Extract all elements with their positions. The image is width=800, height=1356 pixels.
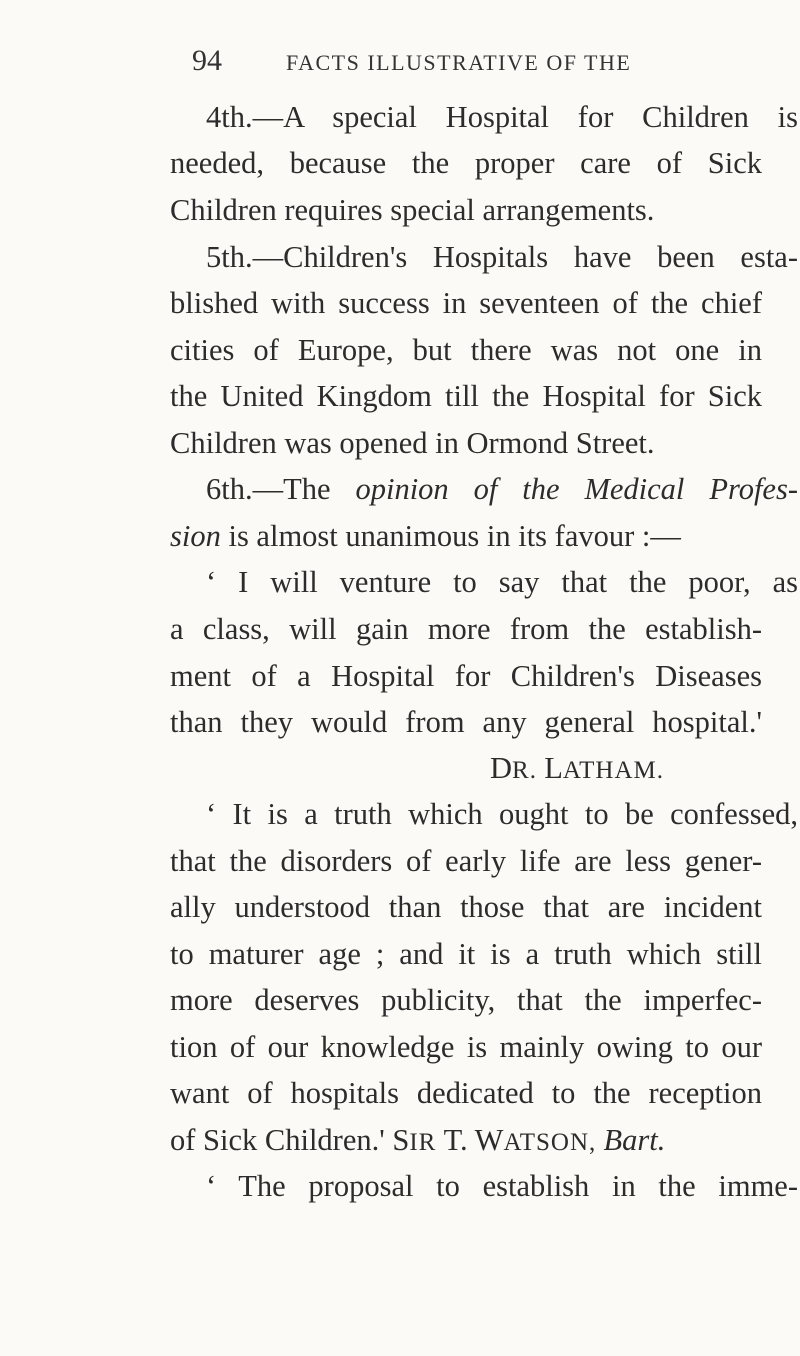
italic-run: opinion of the Medical Profes- [355,472,798,506]
quote-line [170,1125,762,1156]
text-line [170,521,762,552]
text-run: of Sick Children.' [170,1123,393,1157]
quote-line: ment of a Hospital for Children's Diseases [170,659,762,693]
attribution-smallcaps: IR [409,1129,444,1156]
quote-line: ‘ The proposal to establish in the imme- [206,1169,798,1203]
quote-line: than they would from any general hospital.' [170,705,762,739]
text-line: needed, because the proper care of Sick [170,146,762,180]
text-line: Children requires special arrangements. [170,193,655,227]
attribution-smallcaps: ATHAM. [562,757,664,784]
running-head: FACTS ILLUSTRATIVE OF THE [286,50,632,75]
text-line [206,474,798,505]
attribution-initial: S [392,1123,410,1157]
page-number: 94 [192,44,222,77]
attribution-initial: L [544,751,563,785]
quote-line: want of hospitals dedicated to the reception [170,1076,762,1110]
quote-line: ‘ I will venture to say that the poor, as [206,565,798,599]
attribution-initial: T. [443,1123,475,1157]
quote-line: ‘ It is a truth which ought to be confessed, [206,797,798,831]
page-header [0,44,800,84]
text-line: cities of Europe, but there was not one in [170,333,762,367]
quote-line: to maturer age ; and it is a truth which still [170,937,762,971]
quote-line: a class, will gain more from the establish- [170,612,762,646]
text-line: 4th.—A special Hospital for Children is [206,100,798,134]
quote-line: more deserves publicity, that the imperfec- [170,983,762,1017]
text-run: is almost unanimous in its favour :— [220,519,681,553]
text-run: 6th.—The [206,472,356,506]
attribution-initial: W [474,1123,504,1157]
attribution [490,753,664,784]
text-line: the United Kingdom till the Hospital for Sick [170,379,762,413]
italic-run: sion [170,519,221,553]
text-line: Children was opened in Ormond Street. [170,426,655,460]
attribution-smallcaps: R. [512,757,545,784]
text-line: 5th.—Children's Hospitals have been esta- [206,240,798,274]
quote-line: ally understood than those that are incident [170,890,762,924]
attribution-smallcaps: ATSON, [503,1129,604,1156]
italic-run: Bart. [603,1123,666,1157]
quote-line: tion of our knowledge is mainly owing to our [170,1030,762,1064]
quote-line: that the disorders of early life are less gener- [170,844,762,878]
attribution-initial: D [489,751,513,785]
text-line: blished with success in seventeen of the chief [170,286,762,320]
